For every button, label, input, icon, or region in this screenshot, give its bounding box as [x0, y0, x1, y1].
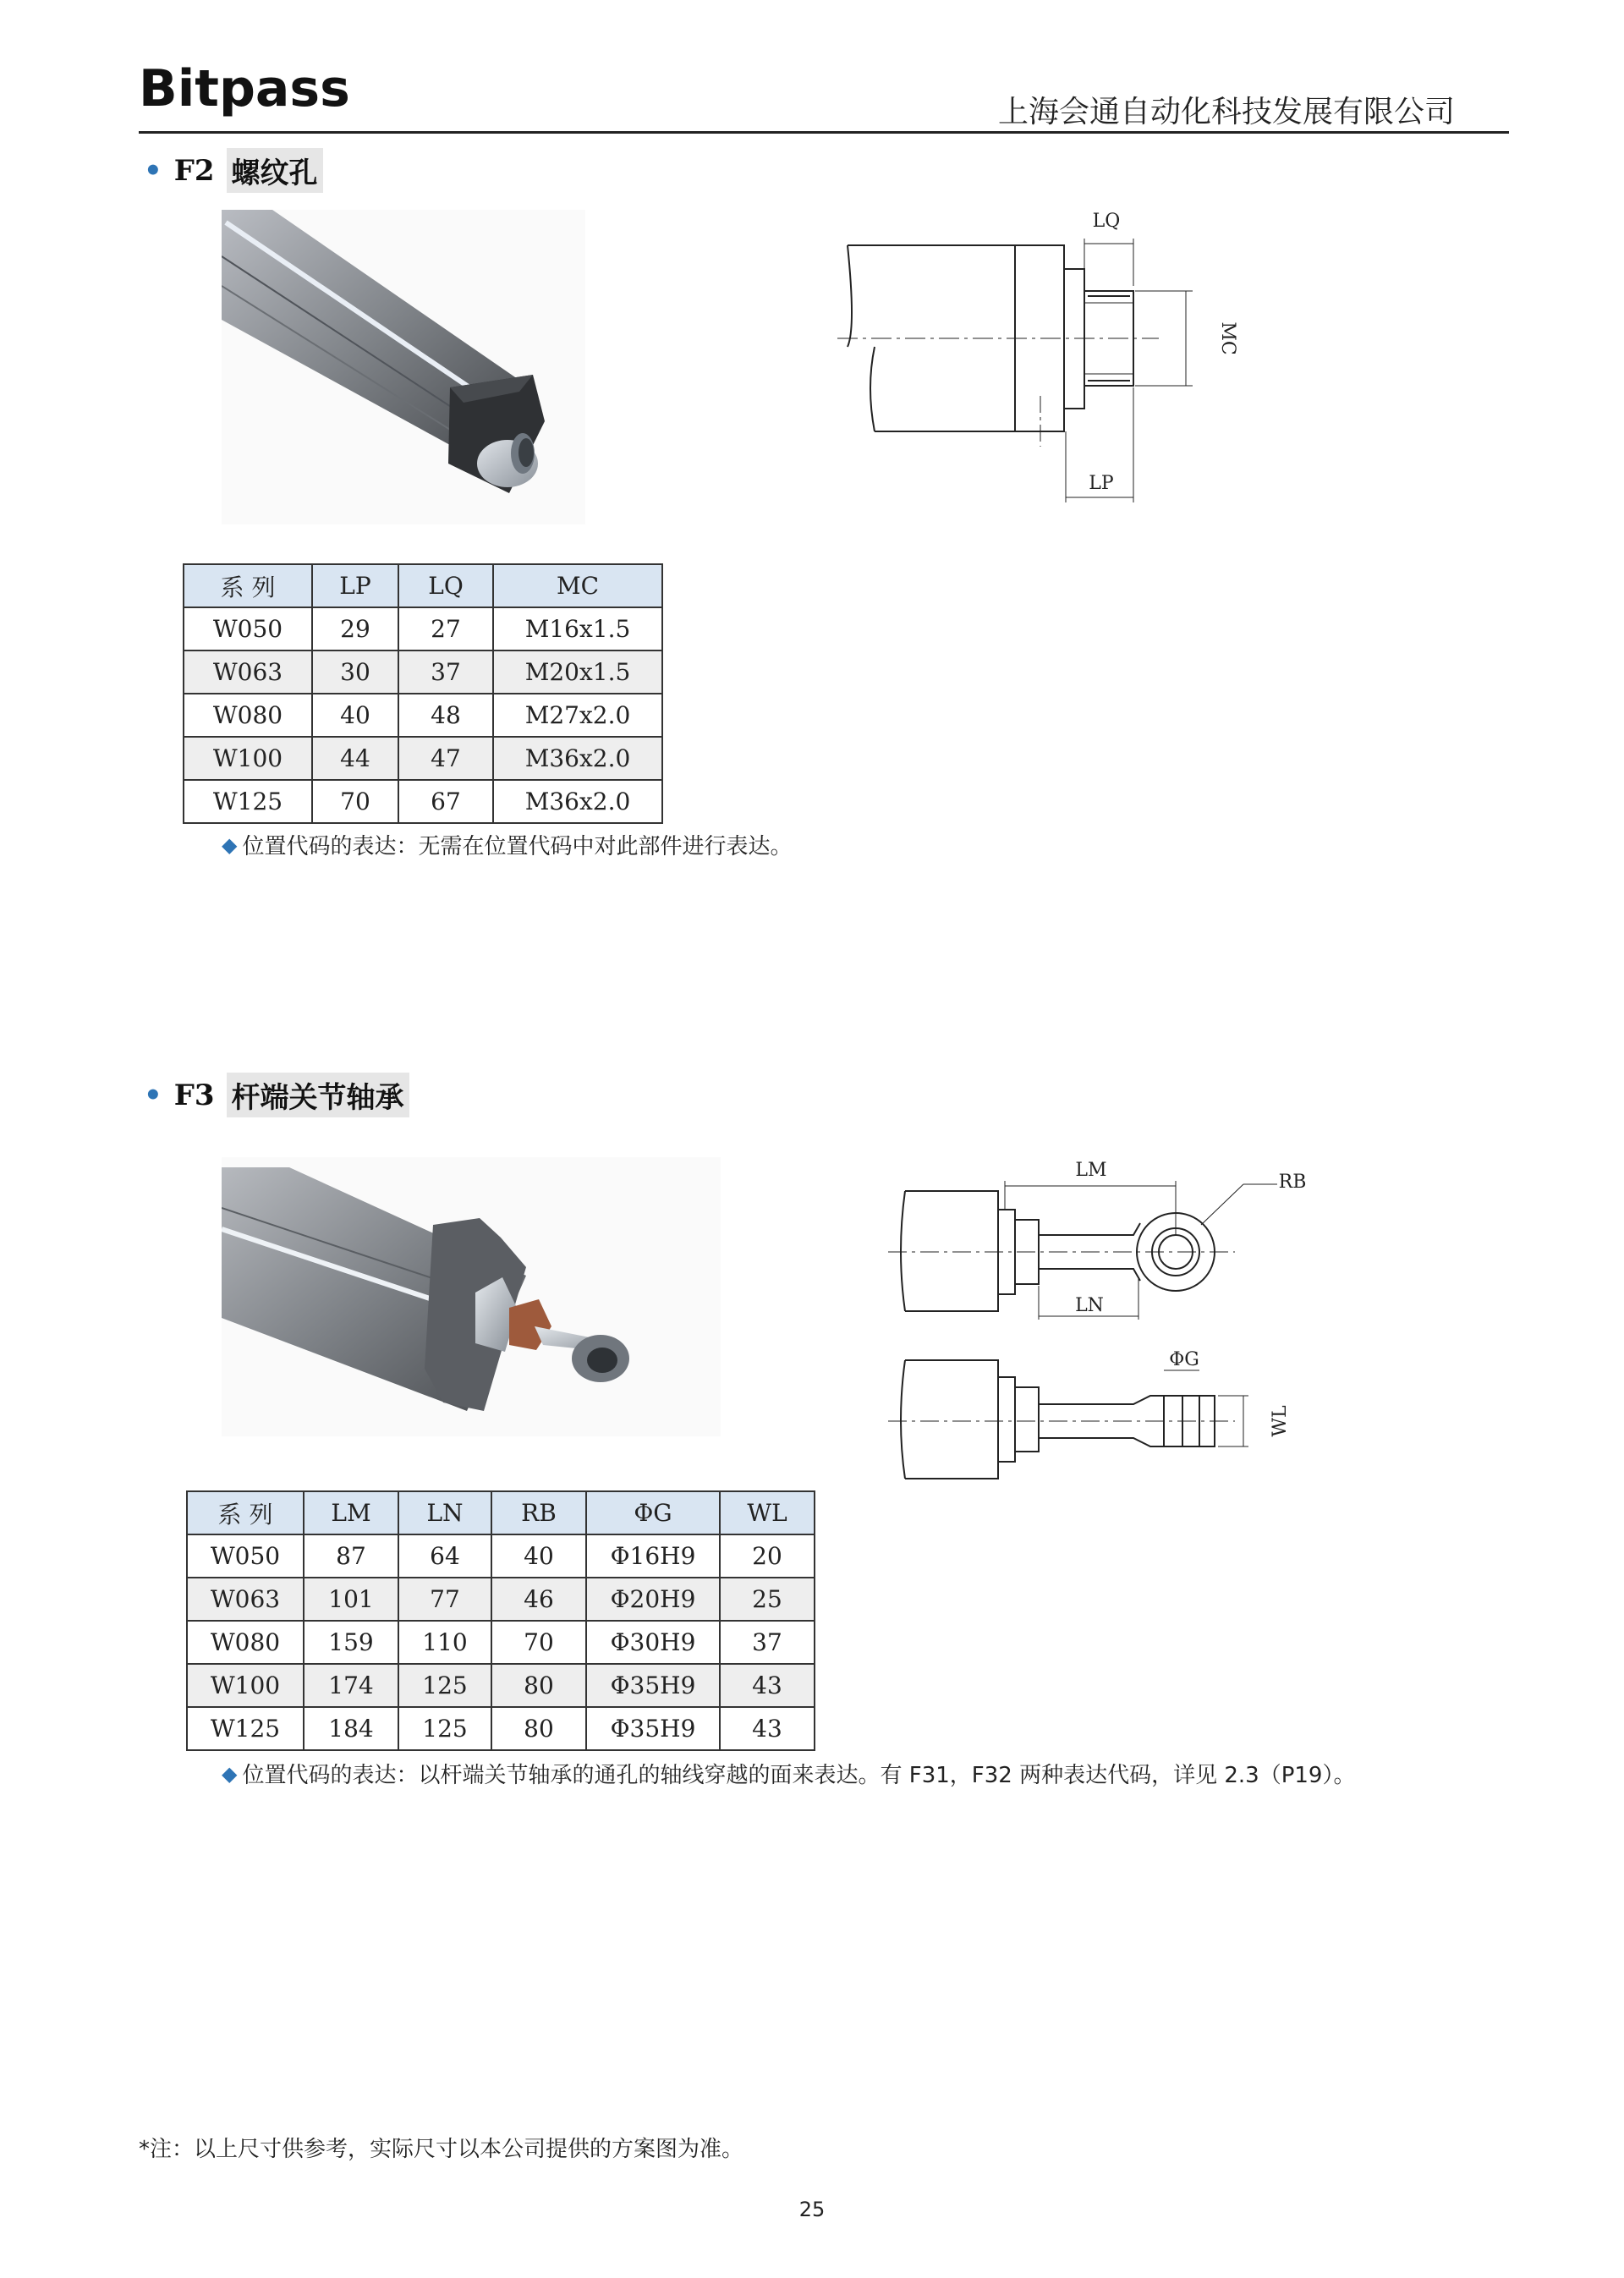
table-cell: 44	[312, 737, 398, 780]
table-cell: 48	[398, 694, 493, 737]
table-cell: 80	[491, 1707, 586, 1750]
table-cell: W080	[184, 694, 312, 737]
table-cell: 64	[398, 1534, 491, 1578]
table-cell: 43	[720, 1707, 815, 1750]
table-cell: 110	[398, 1621, 491, 1664]
bullet-icon: •	[144, 1078, 162, 1112]
footnote: *注：以上尺寸供参考，实际尺寸以本公司提供的方案图为准。	[139, 2137, 744, 2162]
column-header: RB	[491, 1491, 586, 1534]
table-cell: W050	[184, 607, 312, 650]
column-header: LM	[304, 1491, 398, 1534]
column-header: MC	[493, 564, 662, 607]
table-cell: Φ30H9	[586, 1621, 720, 1664]
table-row	[184, 737, 662, 780]
table-row	[187, 1621, 815, 1664]
table-cell: 80	[491, 1664, 586, 1707]
f2-position-code-note	[222, 829, 792, 860]
column-header: LP	[312, 564, 398, 607]
table-cell: 40	[312, 694, 398, 737]
table-cell: 67	[398, 780, 493, 823]
table-cell: W100	[184, 737, 312, 780]
dim-label-lp: LP	[1089, 473, 1114, 494]
table-cell: 77	[398, 1578, 491, 1621]
rod-end-bearing-photo	[222, 1157, 721, 1436]
dim-label-lm: LM	[1075, 1160, 1107, 1181]
f3-position-code-note	[222, 1758, 1355, 1789]
table-row	[187, 1534, 815, 1578]
table-cell: 47	[398, 737, 493, 780]
column-header: LQ	[398, 564, 493, 607]
table-cell: Φ35H9	[586, 1664, 720, 1707]
table-cell: 184	[304, 1707, 398, 1750]
table-cell: M16x1.5	[493, 607, 662, 650]
header-divider	[139, 131, 1509, 134]
table-cell: W080	[187, 1621, 304, 1664]
table-cell: 30	[312, 650, 398, 694]
diamond-bullet-icon: ◆	[222, 1761, 238, 1786]
table-cell: 43	[720, 1664, 815, 1707]
dim-label-wl: WL	[1270, 1405, 1291, 1437]
rod-end-bearing-drawing	[880, 1150, 1328, 1489]
table-cell: 70	[312, 780, 398, 823]
table-cell: Φ35H9	[586, 1707, 720, 1750]
dim-label-ln: LN	[1075, 1295, 1104, 1316]
table-cell: 20	[720, 1534, 815, 1578]
dim-label-rb: RB	[1278, 1172, 1307, 1193]
table-cell: W050	[187, 1534, 304, 1578]
table-cell: M36x2.0	[493, 780, 662, 823]
table-cell: M20x1.5	[493, 650, 662, 694]
threaded-hole-photo	[222, 210, 585, 524]
column-header: 系 列	[184, 564, 312, 607]
table-cell: 87	[304, 1534, 398, 1578]
table-row	[184, 694, 662, 737]
table-cell: M36x2.0	[493, 737, 662, 780]
table-row	[187, 1578, 815, 1621]
dim-label-lq: LQ	[1092, 211, 1121, 232]
table-cell: M27x2.0	[493, 694, 662, 737]
table-cell: W063	[184, 650, 312, 694]
table-cell: W125	[187, 1707, 304, 1750]
table-cell: 25	[720, 1578, 815, 1621]
table-row	[184, 780, 662, 823]
table-cell: Φ20H9	[586, 1578, 720, 1621]
section-title: 杆端关节轴承	[227, 1073, 409, 1117]
table-cell: 37	[398, 650, 493, 694]
section-heading-f2	[144, 148, 323, 193]
table-row	[184, 650, 662, 694]
table-cell: W100	[187, 1664, 304, 1707]
dim-label-mc: MC	[1217, 321, 1238, 355]
company-logo: Bitpass	[139, 59, 350, 118]
table-cell: 40	[491, 1534, 586, 1578]
table-cell: 159	[304, 1621, 398, 1664]
table-cell: 101	[304, 1578, 398, 1621]
note-text: 位置代码的表达：以杆端关节轴承的通孔的轴线穿越的面来表达。有 F31，F32 两种表达代码，详见 2.3（P19）。	[242, 1763, 1356, 1788]
note-text: 位置代码的表达：无需在位置代码中对此部件进行表达。	[242, 834, 793, 859]
section-code: F2	[173, 153, 215, 188]
company-name: 上海会通自动化科技发展有限公司	[997, 95, 1455, 129]
column-header: ΦG	[586, 1491, 720, 1534]
table-header-row	[184, 564, 662, 607]
table-cell: 46	[491, 1578, 586, 1621]
table-cell: 125	[398, 1664, 491, 1707]
column-header: WL	[720, 1491, 815, 1534]
table-row	[187, 1664, 815, 1707]
section-title: 螺纹孔	[227, 148, 323, 193]
table-row	[187, 1707, 815, 1750]
table-cell: 174	[304, 1664, 398, 1707]
table-cell: 37	[720, 1621, 815, 1664]
table-header-row	[187, 1491, 815, 1534]
page-number: 25	[798, 2198, 826, 2221]
table-cell: Φ16H9	[586, 1534, 720, 1578]
column-header: LN	[398, 1491, 491, 1534]
column-header: 系 列	[187, 1491, 304, 1534]
f3-spec-table	[186, 1490, 815, 1751]
table-cell: 70	[491, 1621, 586, 1664]
table-cell: W063	[187, 1578, 304, 1621]
section-code: F3	[173, 1078, 215, 1112]
diamond-bullet-icon: ◆	[222, 832, 238, 857]
table-cell: 27	[398, 607, 493, 650]
dim-label-phi-g: ΦG	[1169, 1349, 1199, 1370]
table-cell: W125	[184, 780, 312, 823]
section-heading-f3	[144, 1073, 409, 1117]
f2-spec-table	[183, 563, 663, 824]
bullet-icon: •	[144, 153, 162, 188]
table-cell: 125	[398, 1707, 491, 1750]
table-cell: 29	[312, 607, 398, 650]
table-row	[184, 607, 662, 650]
threaded-hole-drawing	[837, 201, 1260, 514]
